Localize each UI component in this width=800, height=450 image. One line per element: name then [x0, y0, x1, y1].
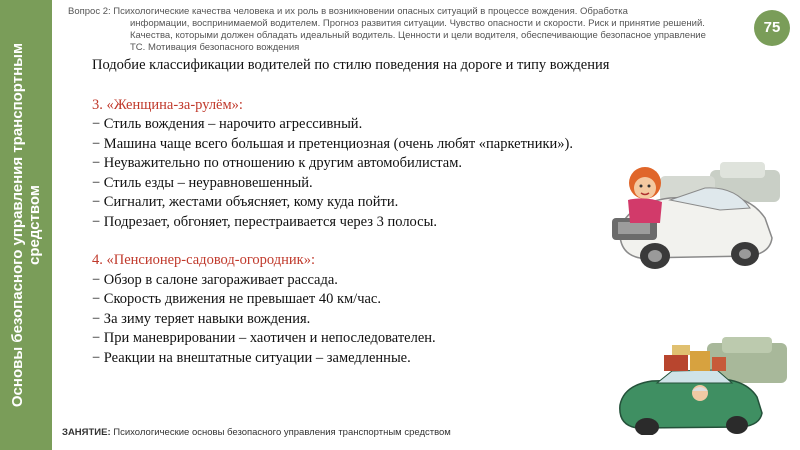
section2-item: − Скорость движения не превышает 40 км/час.	[92, 291, 381, 307]
footer	[62, 427, 451, 438]
header-prefix: Вопрос 2:	[68, 6, 111, 17]
header-line4: ТС. Мотивация безопасного вождения	[130, 42, 300, 53]
footer-label: ЗАНЯТИЕ:	[62, 427, 111, 438]
section2-item: − При маневрировании – хаотичен и непоследователен.	[92, 330, 436, 346]
page-number-badge: 75	[754, 10, 790, 46]
section1-item: − Подрезает, обгоняет, перестраивается через 3 полосы.	[92, 213, 437, 230]
section1-item: − Стиль вождения – нарочито агрессивный.	[92, 116, 363, 132]
woman-driver-car-illustration-icon	[600, 148, 785, 273]
section1-item: − Стиль езды – неуравновешенный.	[92, 174, 313, 191]
section1-item: − Неуважительно по отношению к другим автомобилистам.	[92, 155, 462, 171]
header-line2: информации, воспринимаемой водителем. Прогноз развития ситуации. Чувство опасности и скорости. Риск и принятие решений.	[130, 18, 705, 29]
section2-title: 4. «Пенсионер-садовод-огородник»:	[92, 252, 315, 268]
pensioner-car-illustration-icon	[612, 335, 792, 435]
section1-item: − Сигналит, жестами объясняет, кому куда пойти.	[92, 194, 399, 210]
sidebar-title: Основы безопасного управления транспортным средством	[9, 42, 43, 408]
sidebar	[0, 0, 52, 450]
section1-title: 3. «Женщина-за-рулём»:	[92, 96, 243, 113]
section1-item: − Машина чаще всего большая и претенциозная (очень любят «паркетники»).	[92, 135, 573, 152]
section2-item: − За зиму теряет навыки вождения.	[92, 310, 311, 327]
header-line3: Качества, которыми должен обладать идеальный водитель. Ценности и цели водителя, обеспечивающие безопасное управление	[130, 30, 706, 41]
header-line1: Психологические качества человека и их роль в возникновении опасных ситуаций в процессе вождения. Обработка	[113, 6, 628, 17]
section2-item: − Обзор в салоне загораживает рассада.	[92, 271, 338, 288]
header	[68, 6, 758, 54]
footer-text: Психологические основы безопасного управления транспортным средством	[113, 427, 451, 438]
section2-item: − Реакции на внештатные ситуации – замедленные.	[92, 349, 411, 366]
page-title: Подобие классификации водителей по стилю поведения на дороге и типу вождения	[92, 57, 610, 73]
